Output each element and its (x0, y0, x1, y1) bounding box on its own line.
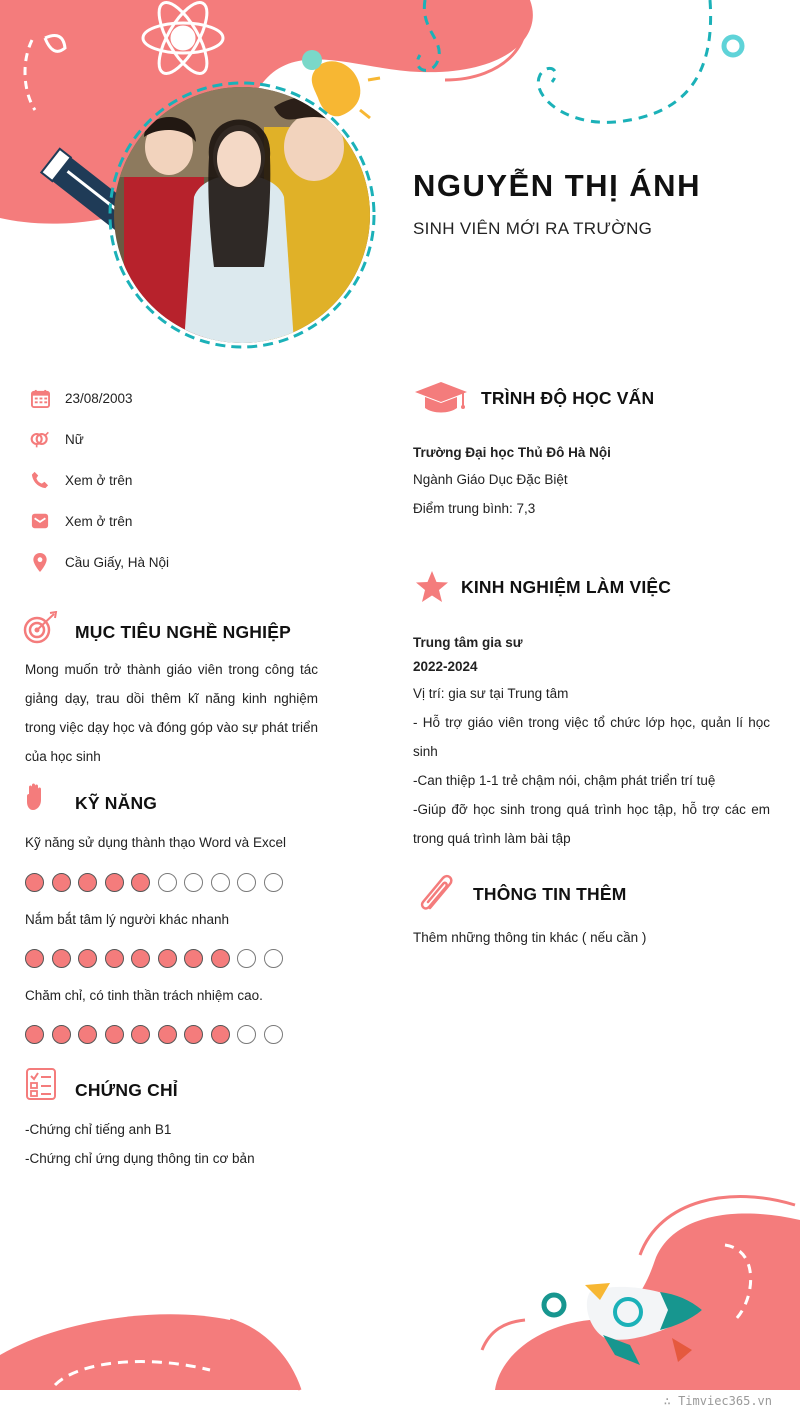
education-school: Trường Đại học Thủ Đô Hà Nội (413, 445, 611, 460)
education-gpa: Điểm trung bình: 7,3 (413, 501, 536, 516)
rating-dot-empty (237, 1025, 256, 1044)
rating-dot-filled (78, 949, 97, 968)
candidate-name: NGUYỄN THỊ ÁNH (413, 168, 701, 203)
education-major: Ngành Giáo Dục Đặc Biệt (413, 472, 568, 487)
rating-dot-filled (131, 873, 150, 892)
checklist-icon (26, 1068, 56, 1100)
skill-rating (25, 949, 283, 968)
hand-icon (25, 782, 47, 812)
rating-dot-filled (184, 949, 203, 968)
target-icon (22, 611, 58, 645)
rating-dot-empty (158, 873, 177, 892)
info-birthdate-text: 23/08/2003 (65, 390, 133, 406)
star-icon (415, 570, 449, 604)
skill-rating (25, 873, 283, 892)
rating-dot-filled (158, 1025, 177, 1044)
rating-dot-filled (158, 949, 177, 968)
rating-dot-empty (237, 873, 256, 892)
calendar-icon (30, 388, 50, 408)
skills-title: KỸ NĂNG (75, 793, 158, 813)
skill-name: Nắm bắt tâm lý người khác nhanh (25, 912, 229, 927)
experience-duty: -Giúp đỡ học sinh trong quá trình học tập, hỗ trợ các em trong quá trình làm bài tập (413, 802, 770, 846)
extra-text: Thêm những thông tin khác ( nếu cần ) (413, 930, 647, 945)
objective-text: Mong muốn trở thành giáo viên trong công tác giảng dạy, trau dồi thêm kĩ năng kinh nghiệm trong việc dạy học và đóng góp vào sự phát triển của học sinh (25, 662, 318, 764)
rating-dot-filled (184, 1025, 203, 1044)
info-gender-text: Nữ (65, 431, 84, 447)
experience-period: 2022-2024 (413, 659, 478, 674)
rating-dot-filled (25, 873, 44, 892)
email-icon (30, 511, 50, 531)
experience-company: Trung tâm gia sư (413, 635, 523, 650)
rating-dot-empty (264, 1025, 283, 1044)
certificates-title: CHỨNG CHỈ (75, 1080, 178, 1100)
certificate-item: -Chứng chỉ ứng dụng thông tin cơ bản (25, 1151, 255, 1166)
objective-title: MỤC TIÊU NGHỀ NGHIỆP (75, 622, 291, 642)
experience-title: KINH NGHIỆM LÀM VIỆC (461, 577, 672, 597)
info-email (30, 509, 133, 533)
rating-dot-filled (131, 1025, 150, 1044)
extra-title: THÔNG TIN THÊM (473, 884, 627, 904)
rating-dot-empty (184, 873, 203, 892)
rating-dot-filled (211, 1025, 230, 1044)
rating-dot-empty (211, 873, 230, 892)
rating-dot-filled (52, 949, 71, 968)
rating-dot-empty (264, 873, 283, 892)
info-gender (30, 427, 84, 451)
rating-dot-filled (105, 873, 124, 892)
info-email-text: Xem ở trên (65, 513, 133, 529)
skill-rating (25, 1025, 283, 1044)
rating-dot-filled (211, 949, 230, 968)
rating-dot-filled (105, 949, 124, 968)
info-location-text: Cầu Giấy, Hà Nội (65, 554, 170, 570)
candidate-role: SINH VIÊN MỚI RA TRƯỜNG (413, 219, 653, 238)
paperclip-icon (416, 872, 458, 914)
rating-dot-filled (25, 949, 44, 968)
rating-dot-filled (131, 949, 150, 968)
experience-duty: - Hỗ trợ giáo viên trong việc tổ chức lớp học, quản lí học sinh (413, 715, 770, 759)
skill-name: Chăm chỉ, có tinh thần trách nhiệm cao. (25, 988, 263, 1003)
skill-name: Kỹ năng sử dụng thành thạo Word và Excel (25, 835, 286, 850)
rating-dot-filled (52, 873, 71, 892)
gender-icon (30, 429, 50, 449)
avatar (114, 87, 370, 343)
rating-dot-empty (264, 949, 283, 968)
rating-dot-filled (105, 1025, 124, 1044)
experience-duty: -Can thiệp 1-1 trẻ chậm nói, chậm phát triển trí tuệ (413, 773, 716, 788)
graduation-cap-icon (413, 380, 469, 414)
education-title: TRÌNH ĐỘ HỌC VẤN (481, 388, 655, 408)
info-birthdate (30, 386, 133, 410)
watermark: ∴ Timviec365.vn (663, 1394, 772, 1408)
rating-dot-filled (25, 1025, 44, 1044)
info-phone (30, 468, 133, 492)
experience-position: Vị trí: gia sư tại Trung tâm (413, 686, 569, 701)
certificate-item: -Chứng chỉ tiếng anh B1 (25, 1122, 172, 1137)
info-location (30, 550, 170, 574)
info-phone-text: Xem ở trên (65, 472, 133, 488)
rating-dot-filled (78, 873, 97, 892)
rating-dot-filled (78, 1025, 97, 1044)
phone-icon (30, 470, 50, 490)
rating-dot-filled (52, 1025, 71, 1044)
rating-dot-empty (237, 949, 256, 968)
location-pin-icon (30, 552, 50, 572)
